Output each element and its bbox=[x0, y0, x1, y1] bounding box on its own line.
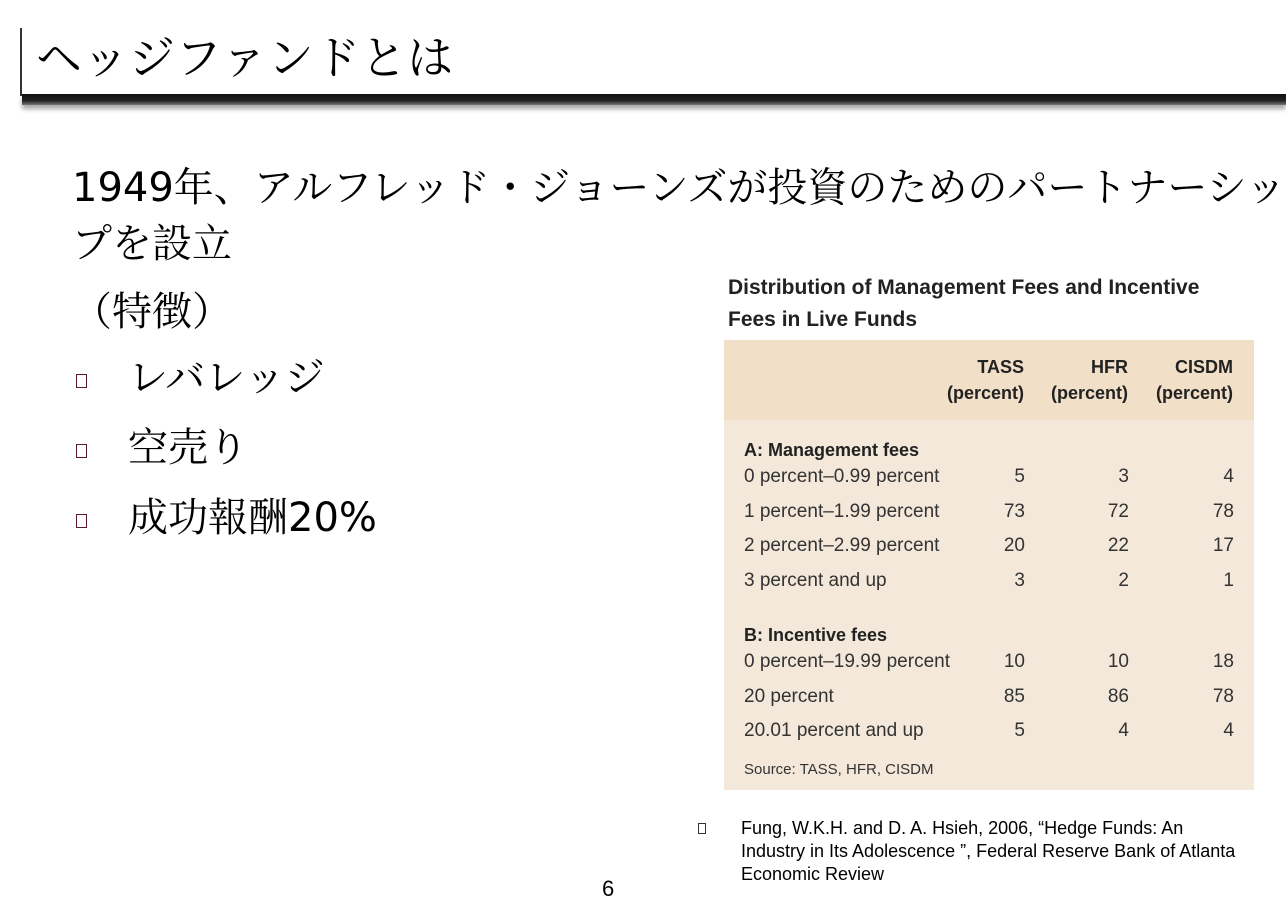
cell-cisdm: 78 bbox=[1212, 686, 1234, 707]
cell-hfr: 2 bbox=[1118, 570, 1129, 591]
square-bullet-icon bbox=[76, 444, 87, 458]
fee-distribution-table bbox=[724, 340, 1254, 790]
table-row bbox=[724, 647, 1254, 677]
square-bullet-icon bbox=[76, 514, 87, 528]
cell-hfr: 4 bbox=[1118, 720, 1129, 741]
cell-hfr: 3 bbox=[1118, 466, 1129, 487]
cell-hfr: 86 bbox=[1107, 686, 1129, 707]
section-heading-incentive: B: Incentive fees bbox=[744, 625, 888, 645]
cell-cisdm: 18 bbox=[1212, 651, 1234, 672]
table-source: Source: TASS, HFR, CISDM bbox=[744, 761, 934, 778]
cell-cisdm: 17 bbox=[1212, 535, 1234, 556]
slide-title: ヘッジファンドとは bbox=[36, 31, 454, 85]
table-row bbox=[724, 531, 1254, 561]
column-name: CISDM bbox=[1175, 357, 1233, 377]
cell-cisdm: 4 bbox=[1223, 720, 1234, 741]
table-row bbox=[724, 566, 1254, 596]
cell-cisdm: 4 bbox=[1223, 466, 1234, 487]
cell-hfr: 10 bbox=[1107, 651, 1129, 672]
row-label: 2 percent–2.99 percent bbox=[744, 535, 940, 556]
column-name: TASS bbox=[977, 357, 1024, 377]
row-label: 1 percent–1.99 percent bbox=[744, 501, 940, 522]
table-header-band bbox=[724, 340, 1254, 420]
row-label: 20 percent bbox=[744, 686, 834, 707]
title-underline-bar bbox=[22, 94, 1286, 105]
row-label: 0 percent–0.99 percent bbox=[744, 466, 940, 487]
feature-item bbox=[72, 420, 377, 490]
table-row bbox=[724, 682, 1254, 712]
feature-item bbox=[72, 350, 377, 420]
page-number: 6 bbox=[602, 876, 615, 901]
features-list bbox=[72, 350, 377, 560]
column-header-tass bbox=[924, 354, 1024, 406]
column-header-cisdm bbox=[1132, 354, 1233, 406]
cell-hfr: 22 bbox=[1107, 535, 1129, 556]
intro-text: 1949年、アルフレッド・ジョーンズが投資のためのパートナーシップを設立 bbox=[72, 165, 1286, 267]
feature-label: レバレッジ bbox=[128, 355, 325, 401]
table-row bbox=[724, 716, 1254, 746]
cell-tass: 73 bbox=[1003, 501, 1025, 522]
column-header-hfr bbox=[1028, 354, 1128, 406]
column-unit: (percent) bbox=[946, 383, 1024, 403]
feature-label: 空売り bbox=[128, 425, 248, 471]
features-heading: （特徴） bbox=[72, 289, 232, 335]
section-heading-management: A: Management fees bbox=[744, 440, 920, 460]
column-unit: (percent) bbox=[1155, 383, 1233, 403]
feature-item bbox=[72, 490, 377, 560]
cell-cisdm: 1 bbox=[1223, 570, 1234, 591]
cell-tass: 10 bbox=[1003, 651, 1025, 672]
column-name: HFR bbox=[1091, 357, 1128, 377]
cell-tass: 3 bbox=[1014, 570, 1025, 591]
feature-label: 成功報酬20% bbox=[128, 495, 377, 541]
square-bullet-icon bbox=[76, 374, 87, 388]
row-label: 3 percent and up bbox=[744, 570, 887, 591]
cell-tass: 85 bbox=[1003, 686, 1025, 707]
cell-tass: 5 bbox=[1014, 466, 1025, 487]
table-row bbox=[724, 497, 1254, 527]
reference-citation: Fung, W.K.H. and D. A. Hsieh, 2006, “Hedge Funds: An Industry in Its Adolescence ”, Federal Reserve Bank of Atlanta Economic Review bbox=[741, 818, 1236, 884]
row-label: 20.01 percent and up bbox=[744, 720, 924, 741]
row-label: 0 percent–19.99 percent bbox=[744, 651, 950, 672]
square-bullet-icon bbox=[698, 823, 706, 834]
cell-hfr: 72 bbox=[1107, 501, 1129, 522]
title-left-rule bbox=[20, 28, 22, 96]
cell-tass: 20 bbox=[1003, 535, 1025, 556]
cell-tass: 5 bbox=[1014, 720, 1025, 741]
cell-cisdm: 78 bbox=[1212, 501, 1234, 522]
column-unit: (percent) bbox=[1050, 383, 1128, 403]
table-row bbox=[724, 462, 1254, 492]
table-title: Distribution of Management Fees and Incentive Fees in Live Funds bbox=[728, 276, 1200, 331]
